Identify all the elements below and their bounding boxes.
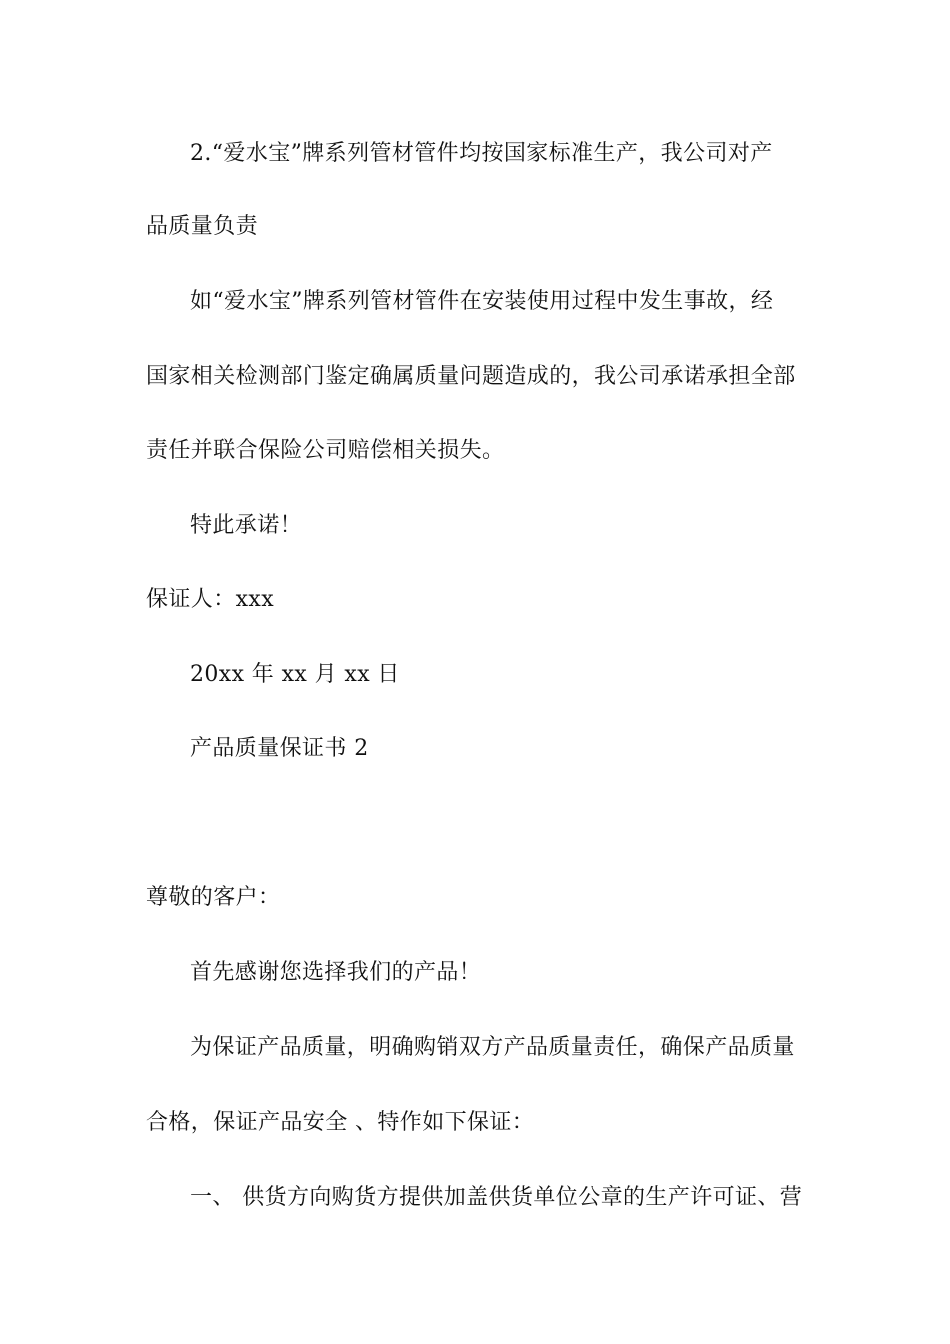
paragraph-line: 合格，保证产品安全 、特作如下保证： (146, 1110, 535, 1135)
guarantor-line: 保证人：xxx (146, 587, 275, 612)
paragraph-line: 国家相关检测部门鉴定确属质量问题造成的，我公司承诺承担全部 (146, 364, 796, 389)
date-line: 20xx 年 xx 月 xx 日 (190, 662, 400, 687)
paragraph-line: 2.“爱水宝”牌系列管材管件均按国家标准生产，我公司对产 (190, 141, 773, 166)
section-title: 产品质量保证书 2 (190, 736, 369, 761)
paragraph-line: 责任并联合保险公司赔偿相关损失。 (146, 438, 505, 463)
paragraph-line: 品质量负责 (146, 214, 259, 239)
list-item: 一、 供货方向购货方提供加盖供货单位公章的生产许可证、营 (190, 1185, 803, 1210)
closing-statement: 特此承诺！ (190, 513, 303, 538)
paragraph-line: 如“爱水宝”牌系列管材管件在安装使用过程中发生事故，经 (190, 289, 774, 314)
paragraph-line: 为保证产品质量，明确购销双方产品质量责任，确保产品质量 (190, 1035, 795, 1060)
paragraph-line: 首先感谢您选择我们的产品！ (190, 960, 482, 985)
salutation: 尊敬的客户： (146, 885, 281, 910)
